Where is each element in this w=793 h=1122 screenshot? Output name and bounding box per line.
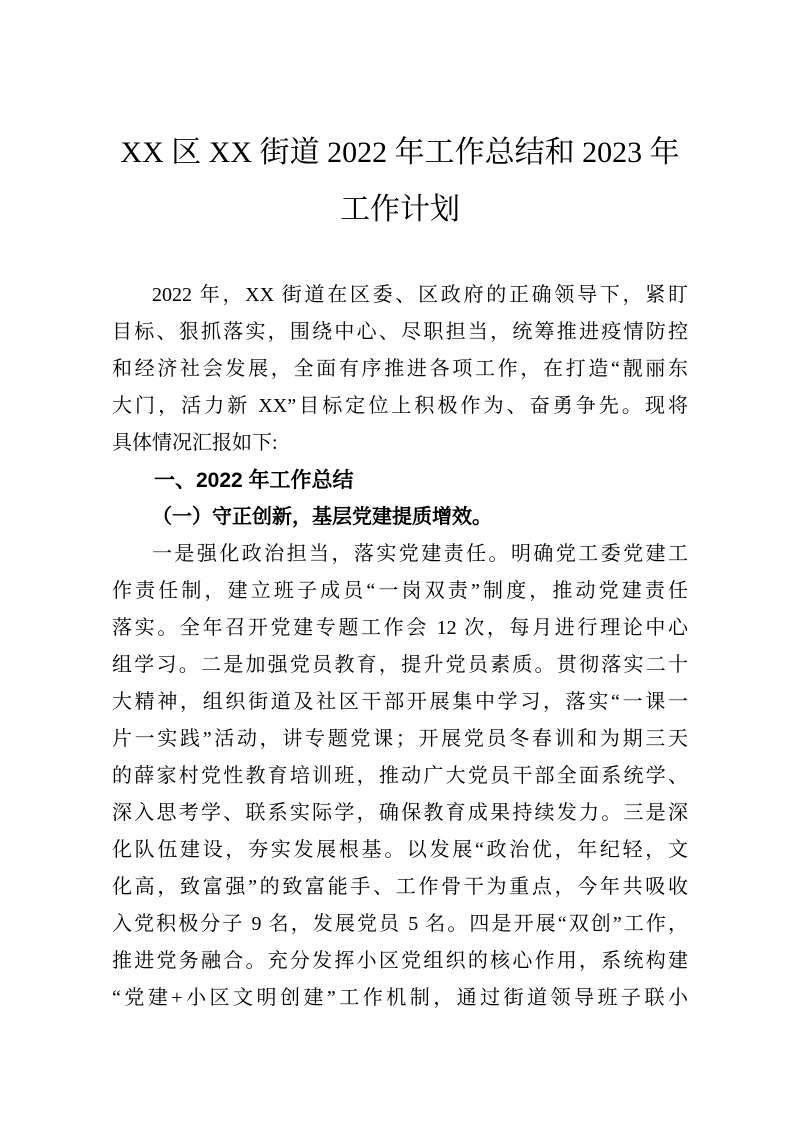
text-line: 大精神，组织街道及社区干部开展集中学习，落实“一课一 [112,691,688,713]
text-line: 一、2022 年工作总结 [154,469,354,492]
party-building-paragraph [112,536,688,1017]
text-line: 的薛家村党性教育培训班，推动广大党员干部全面系统学、 [112,765,688,787]
title-line: 工作计划 [340,193,460,226]
text-line: 具体情况汇报如下: [112,432,278,454]
text-line: 目标、狠抓落实，围绕中心、尽职担当，统筹推进疫情防控 [112,321,688,343]
text-line: “党建+小区文明创建”工作机制，通过街道领导班子联小 [112,987,688,1009]
text-line: （一）守正创新，基层党建提质增效。 [152,506,492,528]
text-line: 组学习。二是加强党员教育，提升党员素质。贯彻落实二十 [112,654,688,676]
text-line: 2022 年，XX 街道在区委、区政府的正确领导下，紧盯 [152,284,688,306]
text-line: 化高，致富强”的致富能手、工作骨干为重点，今年共吸收 [112,876,688,898]
document-title [112,124,688,238]
text-line: 落实。全年召开党建专题工作会 12 次，每月进行理论中心 [112,617,688,639]
text-line: 和经济社会发展，全面有序推进各项工作，在打造“靓丽东 [112,358,688,380]
document-body [112,277,688,1017]
text-line: 深入思考学、联系实际学，确保教育成果持续发力。三是深 [112,802,688,824]
text-line: 化队伍建设，夯实发展根基。以发展“政治优，年纪轻，文 [112,839,688,861]
text-line: 作责任制，建立班子成员“一岗双责”制度，推动党建责任 [112,580,688,602]
text-line: 推进党务融合。充分发挥小区党组织的核心作用，系统构建 [112,950,688,972]
text-line: 片一实践”活动，讲专题党课；开展党员冬春训和为期三天 [112,728,688,750]
text-line: 一是强化政治担当，落实党建责任。明确党工委党建工 [152,543,688,565]
text-line: 入党积极分子 9 名，发展党员 5 名。四是开展“双创”工作， [112,913,688,935]
text-line: 大门，活力新 XX”目标定位上积极作为、奋勇争先。现将 [112,395,688,417]
intro-paragraph [112,277,688,462]
subsection-heading-party-building [112,499,688,536]
section-heading-2022-work-summary [112,462,688,499]
title-line: XX 区 XX 街道 2022 年工作总结和 2023 年 [120,136,680,169]
